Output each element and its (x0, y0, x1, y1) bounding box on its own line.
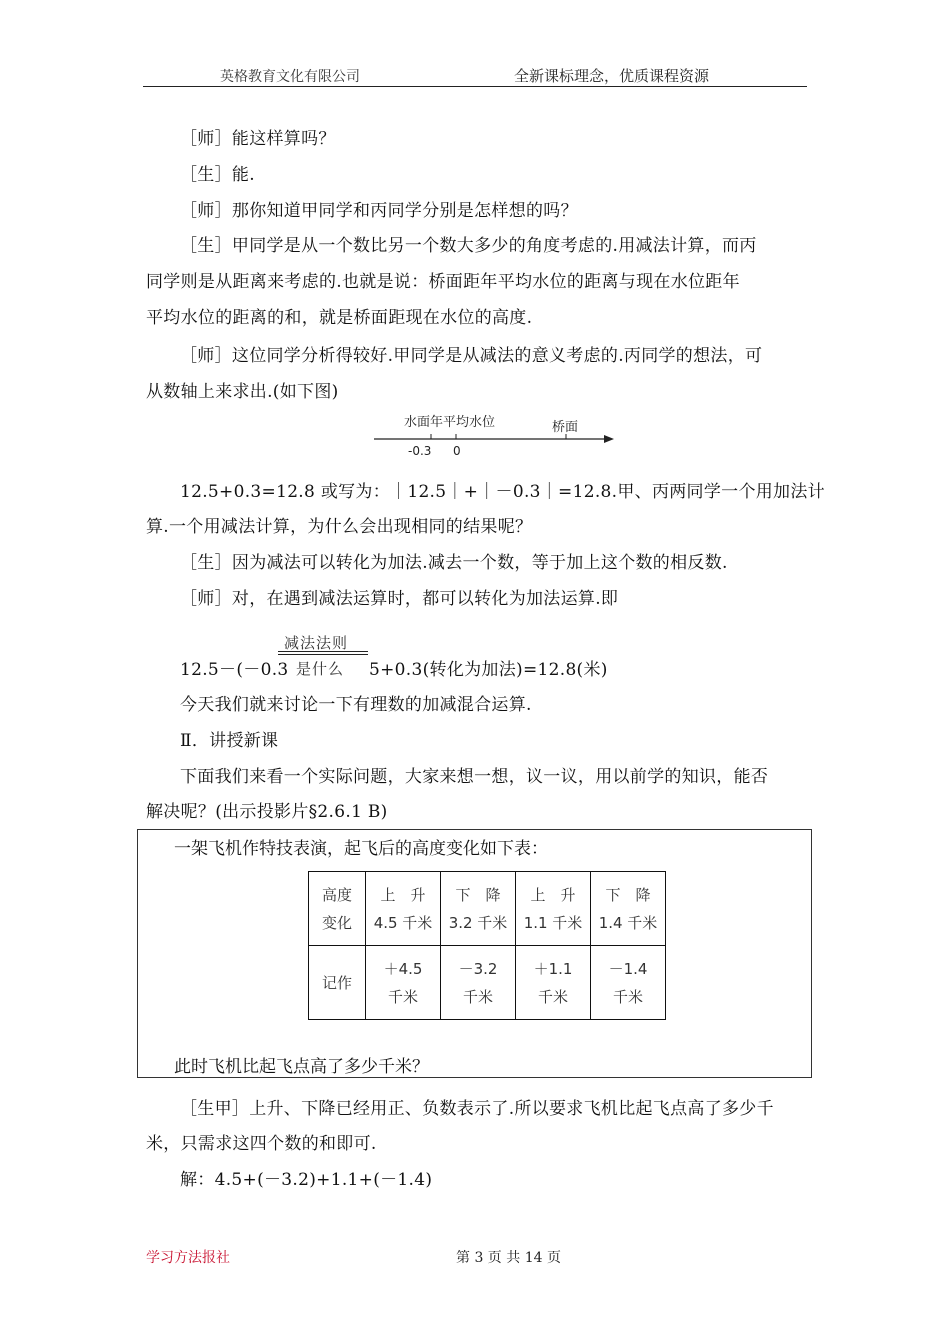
number-line-arrow (604, 435, 614, 443)
formula-left: 12.5－(－0.3 (180, 660, 289, 680)
altitude-table (308, 871, 666, 1020)
table-cell: ＋4.5 千米 (366, 946, 441, 1020)
text-line: 下面我们来看一个实际问题，大家来想一想，议一议，用以前学的知识，能否 (180, 767, 769, 787)
problem-question: 此时飞机比起飞点高了多少千米？ (174, 1057, 429, 1077)
text-line: 同学则是从距离来考虑的.也就是说：桥面距年平均水位的距离与现在水位距年 (146, 272, 740, 292)
formula-bar (278, 651, 368, 652)
table-cell: －1.4 千米 (591, 946, 666, 1020)
footer-publisher: 学习方法报社 (146, 1250, 230, 1266)
text-line: 解决呢？(出示投影片§2.6.1 B) (146, 802, 388, 822)
footer-page-number: 第 3 页 共 14 页 (456, 1250, 561, 1266)
section-heading: Ⅱ．讲授新课 (180, 731, 279, 751)
formula-annotation-top: 减法法则 (284, 634, 349, 652)
text-line: ［师］能这样算吗？ (180, 129, 336, 149)
number-line-figure (360, 408, 620, 460)
table-head-change: 高度 变化 (309, 872, 366, 946)
formula-bar (278, 654, 368, 655)
table-cell: －3.2 千米 (441, 946, 516, 1020)
table-cell: 下 降 1.4 千米 (591, 872, 666, 946)
text-line: ［生］甲同学是从一个数比另一个数大多少的角度考虑的.用减法计算，而丙 (180, 236, 757, 256)
number-line-label-right: 桥面 (552, 420, 579, 435)
formula-right: 5+0.3(转化为加法)=12.8(米) (369, 660, 608, 680)
text-line: 米，只需求这四个数的和即可. (146, 1134, 377, 1154)
text-line: ［生］能. (180, 165, 255, 185)
problem-intro: 一架飞机作特技表演，起飞后的高度变化如下表： (174, 839, 548, 859)
table-head-record: 记作 (309, 946, 366, 1020)
number-line-tick-zero-label: 0 (453, 444, 461, 458)
text-line: ［师］对，在遇到减法运算时，都可以转化为加法运算.即 (180, 589, 619, 609)
header-company: 英格教育文化有限公司 (220, 69, 360, 85)
text-line: 平均水位的距离的和，就是桥面距现在水位的高度. (146, 308, 533, 328)
header-slogan: 全新课标理念，优质课程资源 (514, 67, 710, 85)
table-cell: 上 升 1.1 千米 (516, 872, 591, 946)
text-line: ［师］这位同学分析得较好.甲同学是从减法的意义考虑的.丙同学的想法，可 (180, 346, 763, 366)
number-line-label-left: 水面年平均水位 (404, 415, 496, 430)
table-cell: ＋1.1 千米 (516, 946, 591, 1020)
text-line: ［生］因为减法可以转化为加法.减去一个数，等于加上这个数的相反数. (180, 553, 728, 573)
text-line: ［生甲］上升、下降已经用正、负数表示了.所以要求飞机比起飞点高了多少千 (180, 1099, 774, 1119)
formula-annotation-bottom: 是什么 (296, 660, 345, 678)
header-rule (143, 86, 807, 87)
table-cell: 下 降 3.2 千米 (441, 872, 516, 946)
text-line: 今天我们就来讨论一下有理数的加减混合运算. (180, 695, 532, 715)
number-line-tick-neg-label: -0.3 (408, 444, 432, 458)
text-line: 12.5+0.3=12.8 或写为：｜12.5｜+｜－0.3｜=12.8.甲、丙两同学一个用加法计 (180, 482, 825, 502)
text-line: 算.一个用减法计算，为什么会出现相同的结果呢？ (146, 517, 533, 537)
text-line: ［师］那你知道甲同学和丙同学分别是怎样想的吗？ (180, 201, 578, 221)
table-cell: 上 升 4.5 千米 (366, 872, 441, 946)
text-line: 从数轴上来求出.(如下图) (146, 382, 339, 402)
text-line: 解：4.5+(－3.2)+1.1+(－1.4) (180, 1170, 433, 1190)
